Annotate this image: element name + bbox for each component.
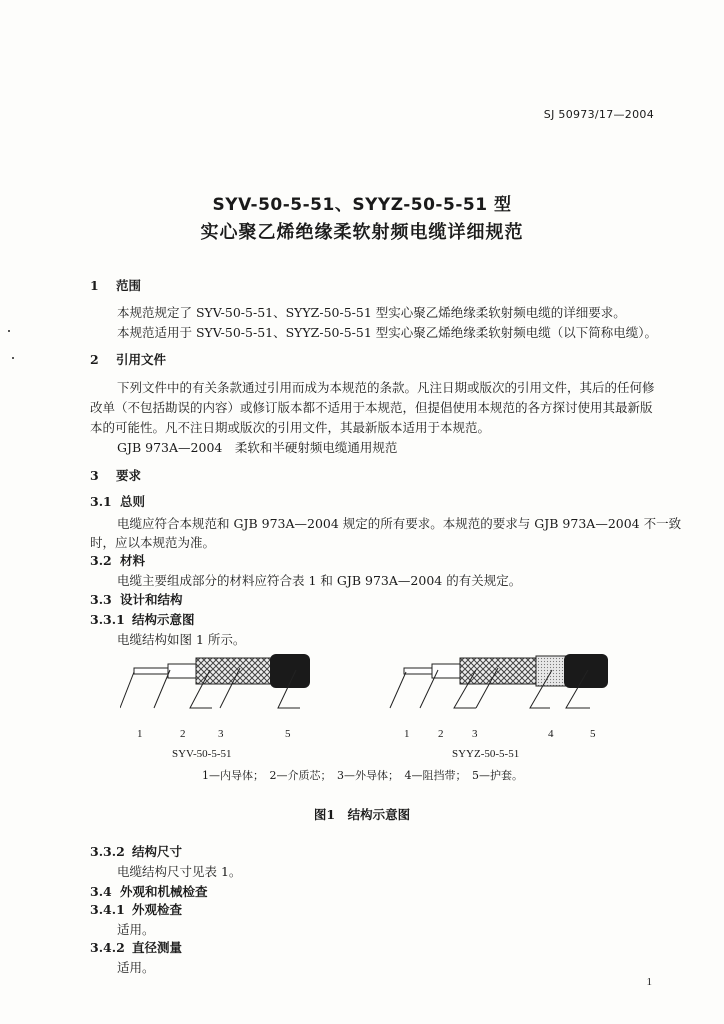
section-2-paragraph-line-1: 下列文件中的有关条款通过引用而成为本规范的条款。凡注日期或版次的引用文件，其后的任何修	[117, 380, 655, 395]
section-3-3-1-paragraph: 电缆结构如图 1 所示。	[117, 632, 246, 647]
page-number: 1	[646, 976, 652, 988]
section-3-heading: 3 要求	[90, 468, 142, 483]
section-3-3-2-heading: 3.3.2 结构尺寸	[90, 844, 183, 859]
fig-left-number-2: 2	[180, 728, 186, 740]
fig-left-number-5: 5	[285, 728, 291, 740]
cable-syv-drawing	[120, 654, 310, 708]
section-3-2-heading: 3.2 材料	[90, 553, 146, 568]
section-1-heading: 1 范围	[90, 278, 142, 293]
fig-left-label: SYV-50-5-51	[172, 748, 232, 760]
document-code: SJ 50973/17—2004	[543, 108, 654, 121]
section-2-paragraph-line-3: 本的可能性。凡不注日期或版次的引用文件，其最新版本适用于本规范。	[90, 420, 491, 435]
section-3-1-paragraph-line-1: 电缆应符合本规范和 GJB 973A—2004 规定的所有要求。本规范的要求与 GJB 973A—2004 不一致	[117, 516, 682, 531]
section-3-4-1-heading: 3.4.1 外观检查	[90, 902, 183, 917]
section-3-3-2-paragraph: 电缆结构尺寸见表 1。	[117, 864, 242, 879]
cable-structure-figure	[120, 648, 620, 760]
fig-right-number-3: 3	[472, 728, 478, 740]
section-1-paragraph-1: 本规范规定了 SYV-50-5-51、SYYZ-50-5-51 型实心聚乙烯绝缘柔软射频电缆的详细要求。	[117, 305, 626, 320]
fig-right-number-5: 5	[590, 728, 596, 740]
section-3-4-1-paragraph: 适用。	[117, 922, 155, 937]
section-3-1-heading: 3.1 总则	[90, 494, 146, 509]
section-3-3-1-heading: 3.3.1 结构示意图	[90, 612, 195, 627]
outer-conductor-shape	[196, 658, 276, 684]
title-line-2: 实心聚乙烯绝缘柔软射频电缆详细规范	[200, 222, 524, 243]
section-2-heading: 2 引用文件	[90, 352, 167, 367]
title-line-1: SYV-50-5-51、SYYZ-50-5-51 型	[212, 195, 512, 215]
section-3-2-paragraph: 电缆主要组成部分的材料应符合表 1 和 GJB 973A—2004 的有关规定。	[117, 573, 522, 588]
figure-caption: 图1 结构示意图	[313, 807, 411, 822]
scan-speck	[8, 330, 10, 332]
fig-legend: 1—内导体； 2—介质芯； 3—外导体； 4—阻挡带； 5—护套。	[202, 769, 523, 782]
scan-speck	[12, 357, 14, 359]
section-2-paragraph-line-2: 改单（不包括勘误的内容）或修订版本都不适用于本规范，但提倡使用本规范的各方探讨使用其最新版	[90, 400, 653, 415]
fig-right-number-4: 4	[548, 728, 554, 740]
fig-left-number-1: 1	[137, 728, 143, 740]
fig-left-number-3: 3	[218, 728, 224, 740]
section-1-paragraph-2: 本规范适用于 SYV-50-5-51、SYYZ-50-5-51 型实心聚乙烯绝缘柔软射频电缆（以下简称电缆）。	[117, 325, 658, 340]
cable-syyz-drawing	[390, 654, 608, 708]
section-3-4-2-heading: 3.4.2 直径测量	[90, 940, 183, 955]
section-3-4-heading: 3.4 外观和机械检查	[90, 884, 208, 899]
section-2-reference: GJB 973A—2004 柔软和半硬射频电缆通用规范	[117, 440, 398, 455]
section-3-1-paragraph-line-2: 时，应以本规范为准。	[90, 535, 216, 550]
fig-right-number-1: 1	[404, 728, 410, 740]
fig-right-label: SYYZ-50-5-51	[452, 748, 520, 760]
section-3-4-2-paragraph: 适用。	[117, 960, 155, 975]
section-3-3-heading: 3.3 设计和结构	[90, 592, 183, 607]
fig-right-number-2: 2	[438, 728, 444, 740]
